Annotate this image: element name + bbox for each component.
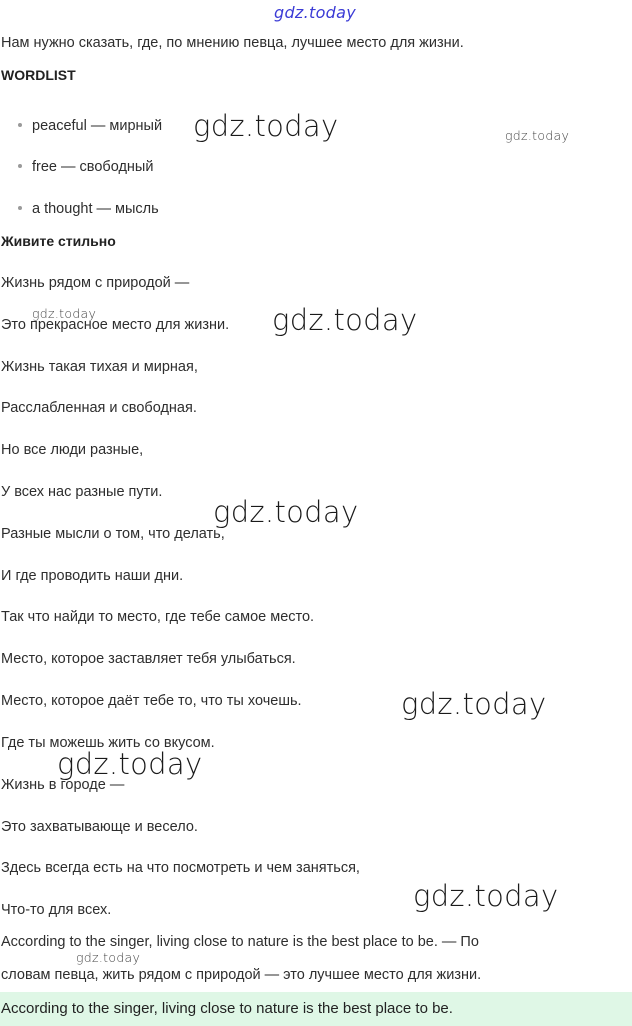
watermark: gdz.today bbox=[272, 303, 418, 337]
song-line: Место, которое заставляет тебя улыбаться. bbox=[1, 651, 296, 667]
song-line: Жизнь в городе — bbox=[1, 777, 125, 793]
explanation-line: словам певца, жить рядом с природой — это лучшее место для жизни. bbox=[1, 967, 482, 983]
song-line: Расслабленная и свободная. bbox=[1, 400, 197, 416]
song-line: Но все люди разные, bbox=[1, 442, 144, 458]
wordlist-title: WORDLIST bbox=[1, 67, 76, 83]
bullet-icon bbox=[18, 164, 22, 168]
song-line: И где проводить наши дни. bbox=[1, 568, 184, 584]
song-line: Жизнь такая тихая и мирная, bbox=[1, 359, 198, 375]
watermark: gdz.today bbox=[32, 306, 97, 321]
song-line: Место, которое даёт тебе то, что ты хочешь. bbox=[1, 693, 302, 709]
answer-text: According to the singer, living close to nature is the best place to be. bbox=[1, 1000, 453, 1017]
explanation-line: According to the singer, living close to nature is the best place to be. — По bbox=[1, 934, 479, 950]
watermark: gdz.today bbox=[76, 950, 141, 965]
wordlist-item bbox=[18, 158, 153, 176]
wordlist-item bbox=[18, 117, 162, 135]
song-line: Что-то для всех. bbox=[1, 902, 112, 918]
song-line: У всех нас разные пути. bbox=[1, 484, 163, 500]
watermark: gdz.today bbox=[57, 747, 203, 781]
song-line: Жизнь рядом с природой — bbox=[1, 275, 190, 291]
wordlist-item-text: peaceful — мирный bbox=[32, 118, 163, 134]
song-line: Это прекрасное место для жизни. bbox=[1, 317, 230, 333]
wordlist-item-text: free — свободный bbox=[32, 159, 154, 175]
watermark: gdz.today bbox=[193, 109, 339, 143]
watermark: gdz.today bbox=[505, 128, 570, 143]
bullet-icon bbox=[18, 123, 22, 127]
intro-text: Нам нужно сказать, где, по мнению певца, лучшее место для жизни. bbox=[1, 35, 464, 51]
bullet-icon bbox=[18, 206, 22, 210]
watermark: gdz.today bbox=[413, 879, 559, 913]
song-line: Это захватывающе и весело. bbox=[1, 819, 198, 835]
answer-box bbox=[0, 992, 632, 1026]
song-title: Живите стильно bbox=[1, 233, 116, 249]
song-line: Разные мысли о том, что делать, bbox=[1, 526, 225, 542]
song-line: Где ты можешь жить со вкусом. bbox=[1, 735, 215, 751]
wordlist-item bbox=[18, 200, 159, 218]
song-line: Так что найди то место, где тебе самое место. bbox=[1, 609, 315, 625]
watermark: gdz.today bbox=[213, 495, 359, 529]
watermark-top: gdz.today bbox=[274, 3, 356, 22]
watermark: gdz.today bbox=[401, 687, 547, 721]
wordlist-item-text: a thought — мысль bbox=[32, 201, 159, 217]
song-line: Здесь всегда есть на что посмотреть и чем заняться, bbox=[1, 860, 360, 876]
